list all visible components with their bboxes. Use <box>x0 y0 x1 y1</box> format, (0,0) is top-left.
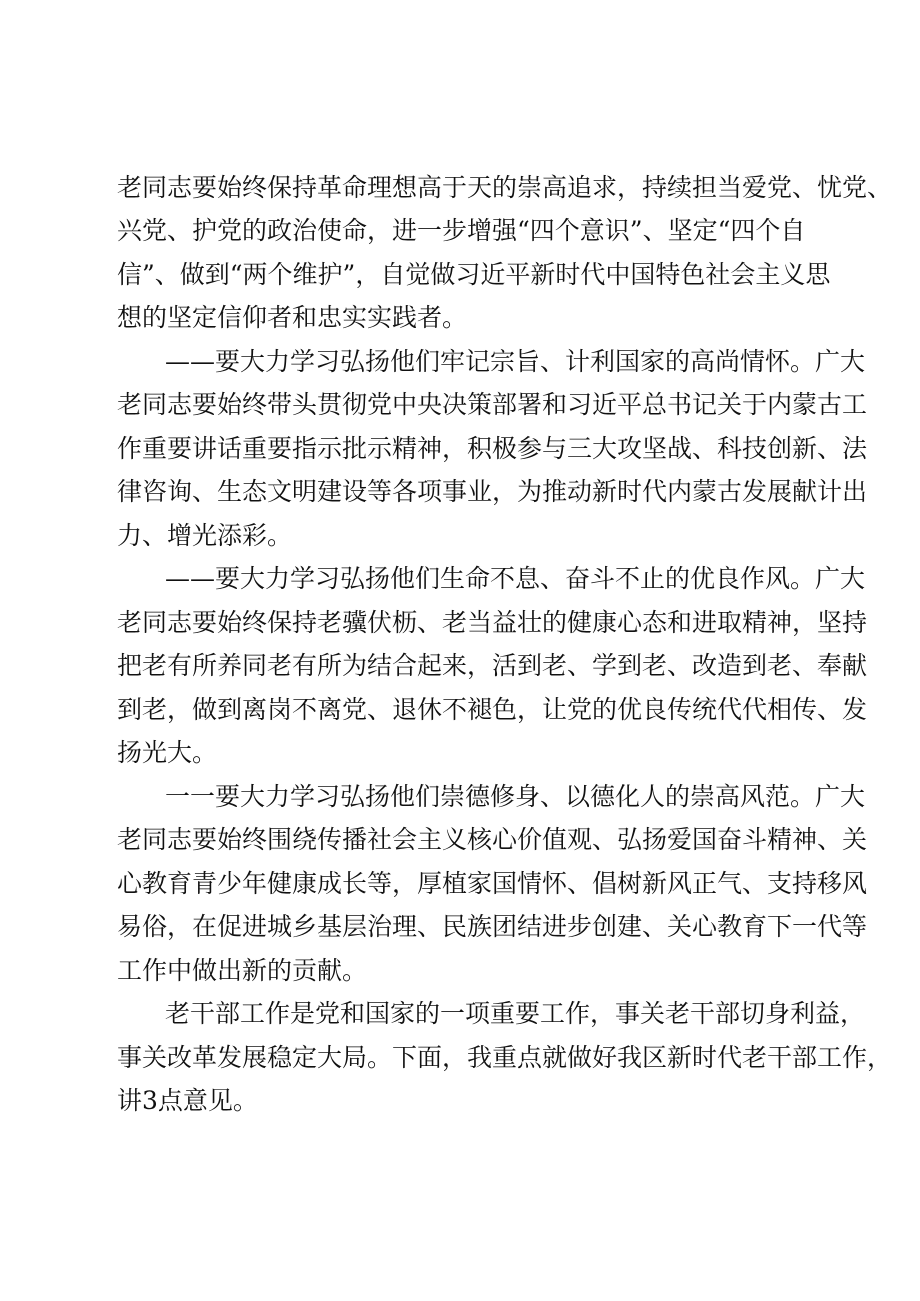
text-line: 一一要大力学习弘扬他们崇德修身、以德化人的崇高风范。广大 <box>165 782 866 811</box>
text-line: 律咨询、生态文明建设等各项事业，为推动新时代内蒙古发展献计出 <box>117 477 868 506</box>
text-line: 兴党、护党的政治使命，进一步增强“四个意识”、坚定“四个自 <box>117 216 806 245</box>
text-line: 心教育青少年健康成长等，厚植家国情怀、倡树新风正气、支持移风 <box>117 869 868 898</box>
text-line: 老同志要始终保持老骥伏枥、老当益壮的健康心态和进取精神，坚持 <box>117 608 868 637</box>
text-line: 到老，做到离岗不离党、退休不褪色，让党的优良传统代代相传、发 <box>117 695 868 724</box>
text-line: 易俗，在促进城乡基层治理、民族团结进步创建、关心教育下一代等 <box>117 912 868 941</box>
text-line: 老同志要始终围绕传播社会主义核心价值观、弘扬爱国奋斗精神、关 <box>117 825 868 854</box>
text-line: 力、增光添彩。 <box>117 521 293 550</box>
text-line: 老同志要始终保持革命理想高于天的崇高追求，持续担当爱党、忧党、 <box>117 173 893 202</box>
text-line: ——要大力学习弘扬他们牢记宗旨、计利国家的高尚情怀。广大 <box>165 347 866 376</box>
text-line: 把老有所养同老有所为结合起来，活到老、学到老、改造到老、奉献 <box>117 651 868 680</box>
text-line: 老干部工作是党和国家的一项重要工作，事关老干部切身利益， <box>165 999 866 1028</box>
text-line: ——要大力学习弘扬他们生命不息、奋斗不止的优良作风。广大 <box>165 564 866 593</box>
text-line: 扬光大。 <box>117 738 218 767</box>
text-line: 信”、做到“两个维护”，自觉做习近平新时代中国特色社会主义思 <box>117 260 831 289</box>
text-line: 工作中做出新的贡献。 <box>117 956 368 985</box>
text-line: 讲3点意见。 <box>117 1086 258 1115</box>
text-line: 老同志要始终带头贯彻党中央决策部署和习近平总书记关于内蒙古工 <box>117 390 868 419</box>
text-line: 事关改革发展稳定大局。下面，我重点就做好我区新时代老干部工作， <box>117 1043 893 1072</box>
text-line: 作重要讲话重要指示批示精神，积极参与三大攻坚战、科技创新、法 <box>117 434 868 463</box>
text-line: 想的坚定信仰者和忠实实践者。 <box>117 303 468 332</box>
